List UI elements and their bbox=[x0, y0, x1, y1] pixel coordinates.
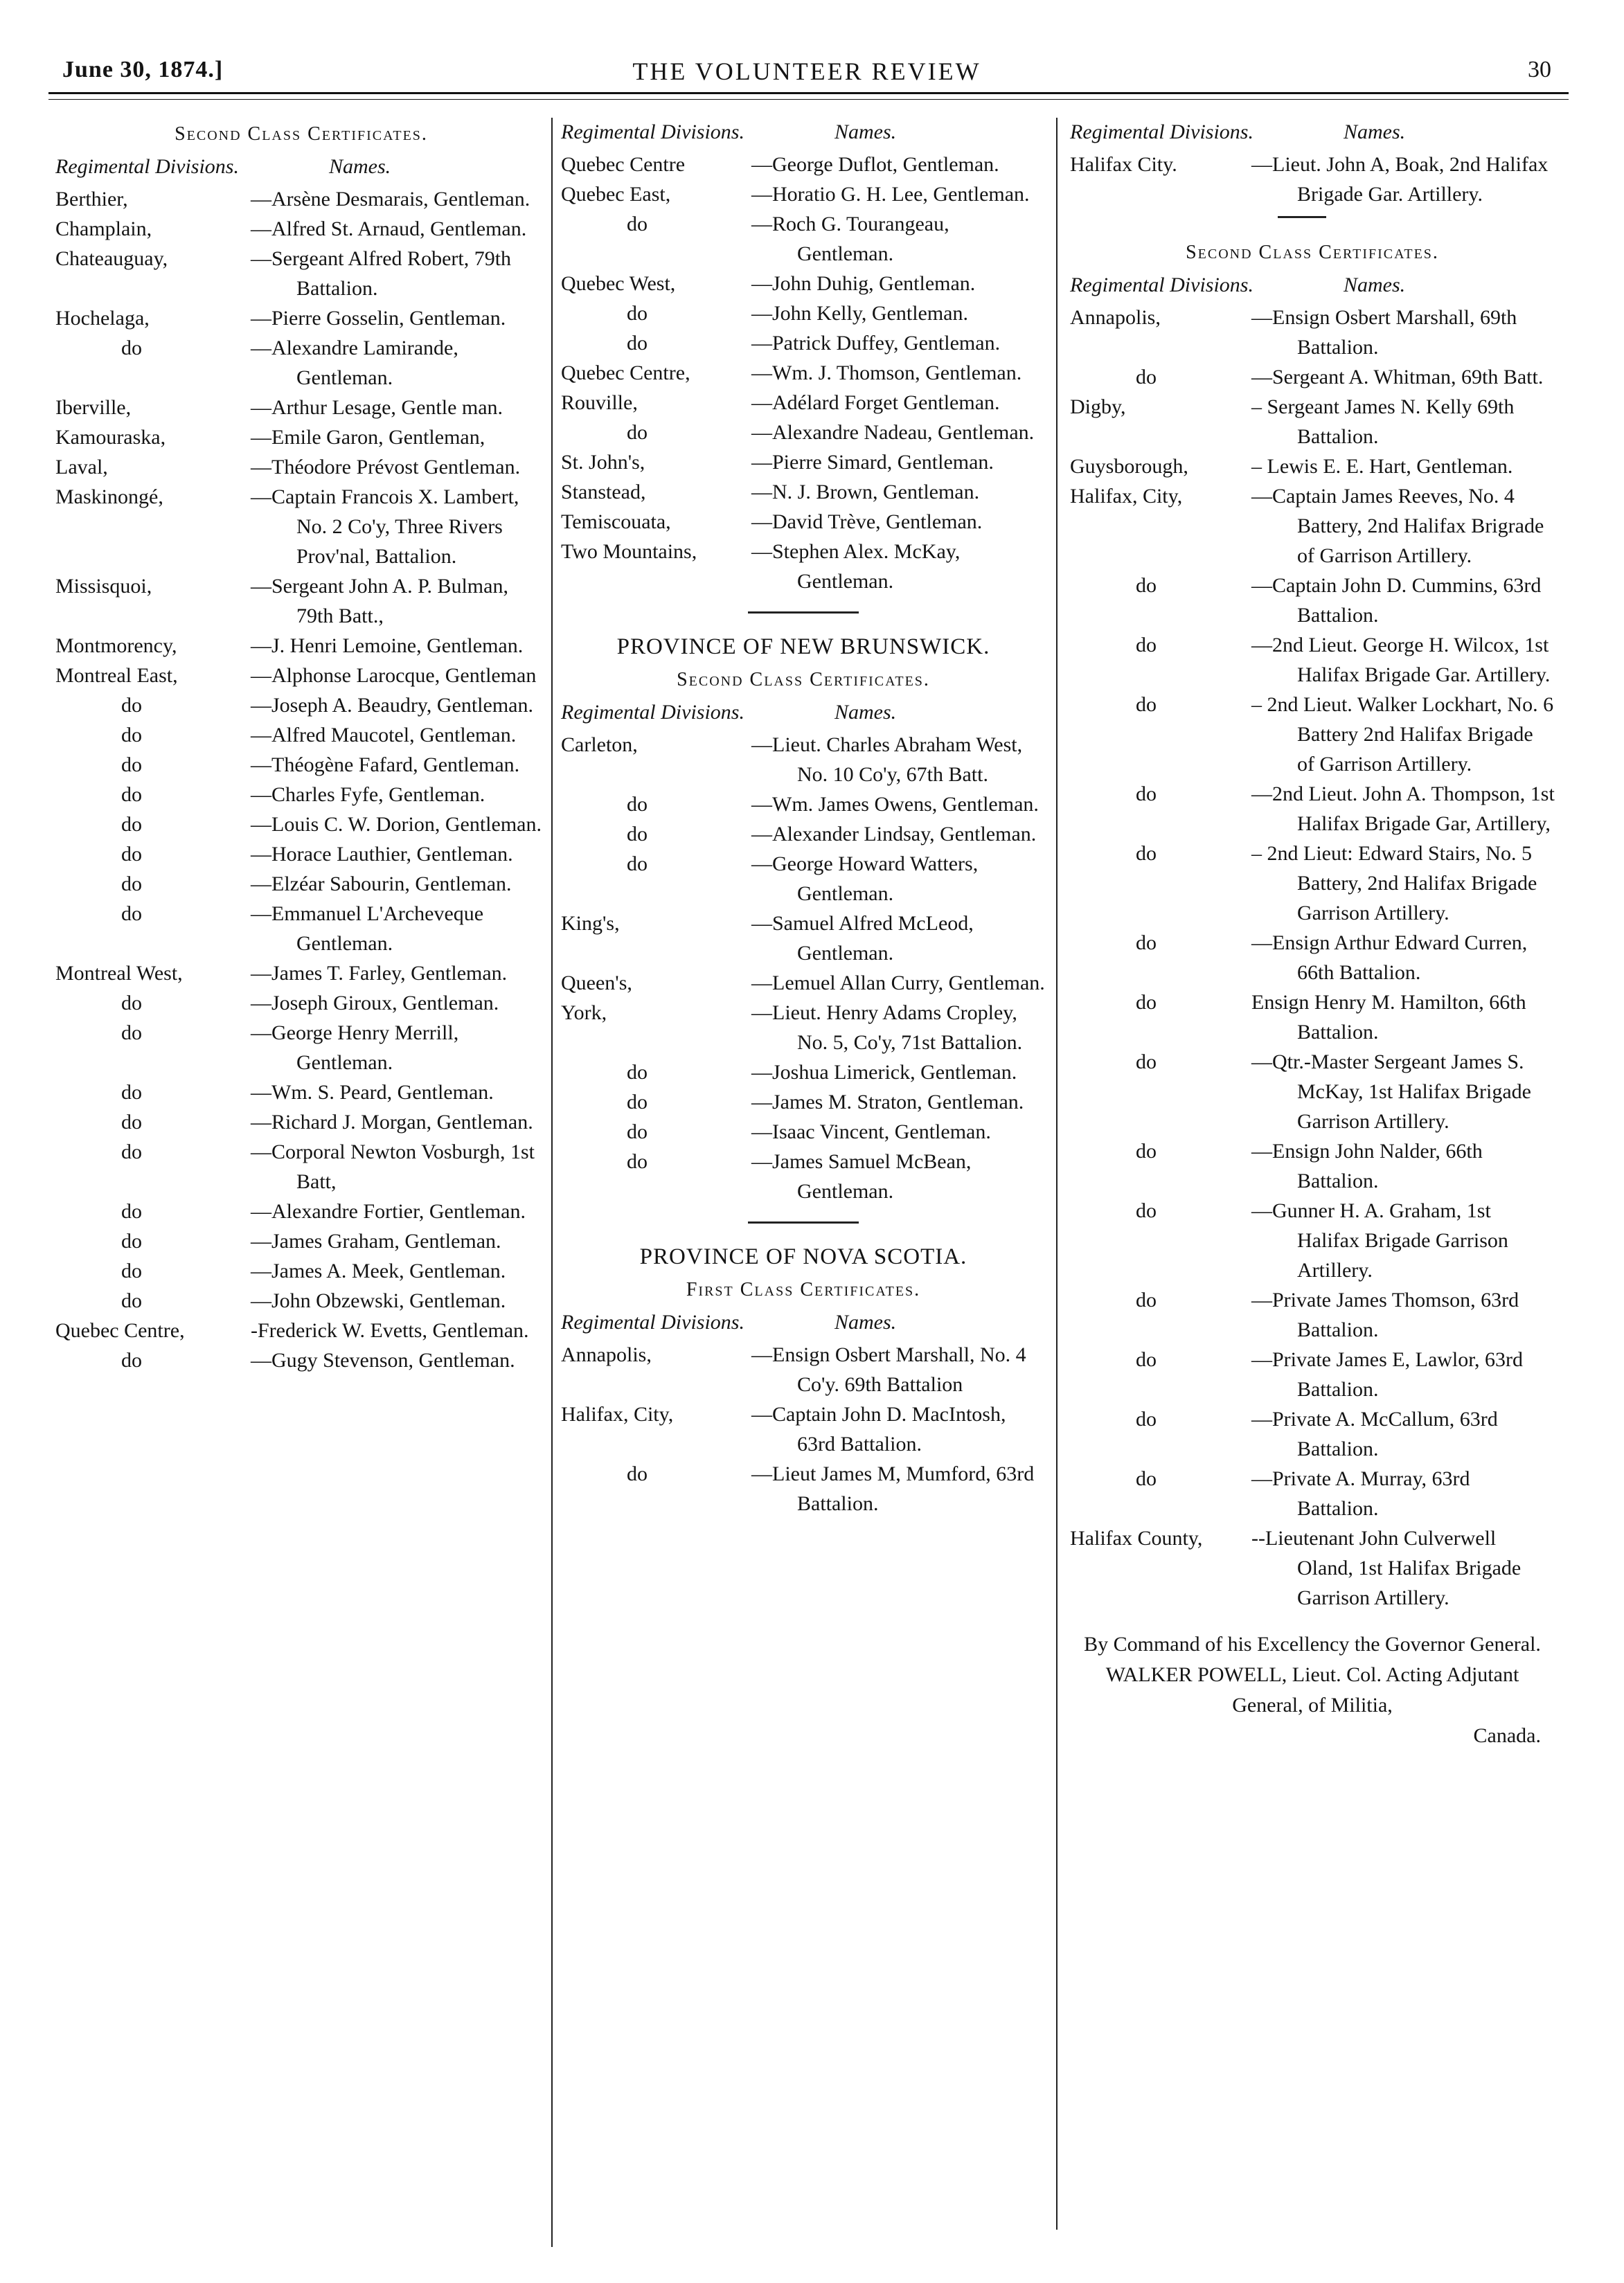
closing-place: Canada. bbox=[1473, 1724, 1541, 1747]
province-heading: PROVINCE OF NOVA SCOTIA. bbox=[639, 1244, 967, 1269]
recipient-name: —N. J. Brown, Gentleman. bbox=[751, 481, 980, 503]
recipient-name: —Pierre Gosselin, Gentleman. bbox=[251, 307, 506, 330]
recipient-name: —Gugy Stevenson, Gentleman. bbox=[251, 1349, 515, 1372]
regimental-division: Halifax County, bbox=[1070, 1527, 1203, 1550]
regimental-division: Halifax, City, bbox=[1070, 485, 1183, 508]
section-rule bbox=[1278, 216, 1326, 218]
list-item bbox=[55, 333, 547, 393]
list-item bbox=[1070, 150, 1555, 209]
recipient-name: —James Graham, Gentleman. bbox=[251, 1230, 501, 1253]
list-item bbox=[55, 184, 547, 214]
list-item bbox=[1070, 571, 1555, 630]
list-item bbox=[561, 150, 1046, 179]
recipient-name: —James T. Farley, Gentleman. bbox=[251, 962, 508, 985]
recipient-name: —John Duhig, Gentleman. bbox=[751, 272, 976, 295]
regimental-division: Stanstead, bbox=[561, 481, 646, 503]
recipient-name: —Emile Garon, Gentleman, bbox=[251, 426, 485, 449]
regimental-division: Digby, bbox=[1070, 395, 1126, 418]
regimental-division: do bbox=[627, 1150, 648, 1173]
regimental-division: do bbox=[121, 1200, 142, 1223]
recipient-name: —Alexandre Lamirande, Gentleman. bbox=[251, 337, 458, 389]
list-item bbox=[55, 244, 547, 303]
recipient-name: —Private A. McCallum, 63rd Battalion. bbox=[1251, 1408, 1498, 1460]
closing-command: By Command of his Excellency the Governor General. bbox=[1084, 1633, 1541, 1656]
section-subtitle: Second Class Certificates. bbox=[677, 669, 930, 690]
list-item bbox=[1070, 481, 1555, 571]
list-item bbox=[55, 750, 547, 780]
recipient-name: —John Obzewski, Gentleman. bbox=[251, 1289, 506, 1312]
regimental-division: Guysborough, bbox=[1070, 455, 1188, 478]
regimental-division: Quebec East, bbox=[561, 183, 671, 206]
regimental-division: do bbox=[627, 332, 648, 355]
list-item bbox=[55, 809, 547, 839]
section-rule bbox=[748, 1221, 859, 1224]
list-item bbox=[1070, 1136, 1555, 1196]
recipient-name: —Joseph Giroux, Gentleman. bbox=[251, 992, 499, 1014]
regimental-division: Halifax, City, bbox=[561, 1403, 674, 1426]
recipient-name: —Pierre Simard, Gentleman. bbox=[751, 451, 994, 474]
list-item bbox=[1070, 1047, 1555, 1136]
regimental-division: Temiscouata, bbox=[561, 510, 671, 533]
list-item bbox=[1070, 1464, 1555, 1523]
list-item bbox=[55, 1345, 547, 1375]
regimental-division: Carleton, bbox=[561, 733, 638, 756]
regimental-division: Quebec Centre bbox=[561, 153, 686, 176]
province-heading: PROVINCE OF NEW BRUNSWICK. bbox=[616, 634, 990, 659]
regimental-division: do bbox=[1136, 693, 1157, 716]
list-item bbox=[1070, 451, 1555, 481]
column-heading bbox=[561, 698, 1046, 727]
list-item bbox=[561, 358, 1046, 388]
regimental-division: Halifax City. bbox=[1070, 153, 1177, 176]
list-item bbox=[561, 730, 1046, 789]
regimental-division: do bbox=[121, 724, 142, 746]
entry-list bbox=[1070, 150, 1555, 209]
regimental-division: do bbox=[1136, 1467, 1157, 1490]
heading-divisions: Regimental Divisions. bbox=[561, 701, 744, 724]
recipient-name: —James A. Meek, Gentleman. bbox=[251, 1260, 506, 1282]
regimental-division: do bbox=[1136, 1199, 1157, 1222]
recipient-name: —Charles Fyfe, Gentleman. bbox=[251, 783, 485, 806]
entry-list bbox=[1070, 303, 1555, 1613]
regimental-division: Queen's, bbox=[561, 972, 632, 994]
entry-list bbox=[561, 730, 1046, 1206]
recipient-name: —George Duflot, Gentleman. bbox=[751, 153, 999, 176]
list-item bbox=[561, 1459, 1046, 1519]
recipient-name: – 2nd Lieut. Walker Lockhart, No. 6 Battery 2nd Halifax Brigade of Garrison Artillery. bbox=[1251, 693, 1554, 776]
column-heading bbox=[1070, 271, 1555, 300]
page-number: 30 bbox=[1528, 57, 1551, 82]
recipient-name: —Ensign Osbert Marshall, No. 4 Co'y. 69th Battalion bbox=[751, 1343, 1026, 1396]
list-item bbox=[55, 839, 547, 869]
entry-list bbox=[561, 150, 1046, 596]
closing-signatory: WALKER POWELL, Lieut. Col. Acting Adjutant General, of Militia, bbox=[1105, 1663, 1519, 1717]
list-item bbox=[55, 958, 547, 988]
regimental-division: Montreal West, bbox=[55, 962, 183, 985]
list-item bbox=[1070, 779, 1555, 839]
list-item bbox=[55, 1226, 547, 1256]
list-item bbox=[55, 780, 547, 809]
list-item bbox=[561, 269, 1046, 298]
list-item bbox=[55, 571, 547, 631]
list-item bbox=[561, 1057, 1046, 1087]
recipient-name: —Private James Thomson, 63rd Battalion. bbox=[1251, 1289, 1519, 1341]
recipient-name: —Alexandre Nadeau, Gentleman. bbox=[751, 421, 1035, 444]
list-item bbox=[561, 819, 1046, 849]
regimental-division: do bbox=[121, 1081, 142, 1104]
regimental-division: do bbox=[627, 1061, 648, 1084]
recipient-name: —Lieut. Henry Adams Cropley, No. 5, Co'y, 71st Battalion. bbox=[751, 1001, 1023, 1054]
recipient-name: —Stephen Alex. McKay, Gentleman. bbox=[751, 540, 961, 593]
recipient-name: —Wm. James Owens, Gentleman. bbox=[751, 793, 1039, 816]
heading-divisions: Regimental Divisions. bbox=[561, 1311, 744, 1334]
regimental-division: do bbox=[1136, 782, 1157, 805]
regimental-division: do bbox=[1136, 991, 1157, 1014]
recipient-name: – Lewis E. E. Hart, Gentleman. bbox=[1251, 455, 1513, 478]
list-item bbox=[1070, 987, 1555, 1047]
list-item bbox=[561, 1147, 1046, 1206]
list-item bbox=[55, 631, 547, 661]
column-two bbox=[561, 118, 1046, 1519]
regimental-division: Annapolis, bbox=[1070, 306, 1161, 329]
regimental-division: Iberville, bbox=[55, 396, 132, 419]
recipient-name: – Sergeant James N. Kelly 69th Battalion. bbox=[1251, 395, 1515, 448]
recipient-name: —Emmanuel L'Archeveque Gentleman. bbox=[251, 902, 484, 955]
regimental-division: do bbox=[121, 992, 142, 1014]
list-item bbox=[55, 214, 547, 244]
recipient-name: —Ensign John Nalder, 66th Battalion. bbox=[1251, 1140, 1483, 1192]
heading-names: Names. bbox=[1344, 274, 1406, 296]
section-subtitle: Second Class Certificates. bbox=[175, 123, 428, 145]
list-item bbox=[55, 482, 547, 571]
heading-divisions: Regimental Divisions. bbox=[561, 120, 744, 143]
regimental-division: do bbox=[1136, 634, 1157, 656]
regimental-division: do bbox=[1136, 1050, 1157, 1073]
list-item bbox=[1070, 1345, 1555, 1404]
list-item bbox=[561, 1087, 1046, 1117]
list-item bbox=[55, 1018, 547, 1077]
recipient-name: —Arthur Lesage, Gentle man. bbox=[251, 396, 503, 419]
recipient-name: —Elzéar Sabourin, Gentleman. bbox=[251, 872, 512, 895]
regimental-division: do bbox=[627, 823, 648, 845]
regimental-division: do bbox=[1136, 842, 1157, 865]
recipient-name: -Frederick W. Evetts, Gentleman. bbox=[251, 1319, 529, 1342]
recipient-name: —Samuel Alfred McLeod, Gentleman. bbox=[751, 912, 974, 965]
list-item bbox=[561, 388, 1046, 418]
regimental-division: do bbox=[121, 813, 142, 836]
column-heading bbox=[55, 152, 547, 181]
regimental-division: do bbox=[121, 1230, 142, 1253]
column-divider bbox=[1056, 118, 1058, 2230]
regimental-division: do bbox=[1136, 574, 1157, 597]
heading-names: Names. bbox=[835, 701, 897, 724]
list-item bbox=[1070, 1404, 1555, 1464]
list-item bbox=[1070, 362, 1555, 392]
list-item bbox=[55, 720, 547, 750]
recipient-name: —John Kelly, Gentleman. bbox=[751, 302, 968, 325]
regimental-division: do bbox=[627, 1120, 648, 1143]
recipient-name: —Alexander Lindsay, Gentleman. bbox=[751, 823, 1037, 845]
regimental-division: do bbox=[1136, 1289, 1157, 1311]
recipient-name: —J. Henri Lemoine, Gentleman. bbox=[251, 634, 524, 657]
column-divider bbox=[551, 118, 553, 2247]
entry-list bbox=[561, 1340, 1046, 1519]
recipient-name: —Captain John D. MacIntosh, 63rd Battalion. bbox=[751, 1403, 1006, 1456]
list-item bbox=[1070, 1196, 1555, 1285]
recipient-name: —Alfred St. Arnaud, Gentleman. bbox=[251, 217, 527, 240]
list-item bbox=[55, 1286, 547, 1316]
regimental-division: Two Mountains, bbox=[561, 540, 697, 563]
recipient-name: —Alexandre Fortier, Gentleman. bbox=[251, 1200, 526, 1223]
regimental-division: do bbox=[1136, 366, 1157, 388]
regimental-division: do bbox=[121, 783, 142, 806]
regimental-division: do bbox=[121, 1140, 142, 1163]
list-item bbox=[1070, 839, 1555, 928]
regimental-division: Montmorency, bbox=[55, 634, 177, 657]
list-item bbox=[55, 1197, 547, 1226]
list-item bbox=[55, 661, 547, 690]
heading-names: Names. bbox=[329, 155, 391, 178]
list-item bbox=[561, 1399, 1046, 1459]
regimental-division: do bbox=[627, 793, 648, 816]
regimental-division: do bbox=[1136, 931, 1157, 954]
list-item bbox=[1070, 392, 1555, 451]
list-item bbox=[1070, 690, 1555, 779]
regimental-division: do bbox=[121, 1349, 142, 1372]
regimental-division: Annapolis, bbox=[561, 1343, 652, 1366]
recipient-name: —Sergeant John A. P. Bulman, 79th Batt., bbox=[251, 575, 508, 627]
recipient-name: —Private A. Murray, 63rd Battalion. bbox=[1251, 1467, 1470, 1520]
header-rule-thin bbox=[48, 99, 1569, 100]
list-item bbox=[55, 1316, 547, 1345]
recipient-name: —Sergeant A. Whitman, 69th Batt. bbox=[1251, 366, 1544, 388]
recipient-name: —Captain Francois X. Lambert, No. 2 Co'y, Three Rivers Prov'nal, Battalion. bbox=[251, 485, 519, 568]
recipient-name: —George Howard Watters, Gentleman. bbox=[751, 852, 979, 905]
recipient-name: —James M. Straton, Gentleman. bbox=[751, 1091, 1024, 1113]
column-heading bbox=[1070, 118, 1555, 147]
recipient-name: —Patrick Duffey, Gentleman. bbox=[751, 332, 1001, 355]
recipient-name: —Louis C. W. Dorion, Gentleman. bbox=[251, 813, 542, 836]
recipient-name: Ensign Henry M. Hamilton, 66th Battalion. bbox=[1251, 991, 1526, 1044]
regimental-division: do bbox=[121, 1260, 142, 1282]
recipient-name: —Joshua Limerick, Gentleman. bbox=[751, 1061, 1017, 1084]
recipient-name: —Joseph A. Beaudry, Gentleman. bbox=[251, 694, 533, 717]
recipient-name: —Lieut. John A, Boak, 2nd Halifax Brigade Gar. Artillery. bbox=[1251, 153, 1549, 206]
heading-names: Names. bbox=[835, 120, 897, 143]
regimental-division: do bbox=[627, 421, 648, 444]
recipient-name: —Ensign Osbert Marshall, 69th Battalion. bbox=[1251, 306, 1517, 359]
regimental-division: Quebec Centre, bbox=[55, 1319, 185, 1342]
list-item bbox=[55, 1107, 547, 1137]
recipient-name: —2nd Lieut. John A. Thompson, 1st Halifax Brigade Gar, Artillery, bbox=[1251, 782, 1555, 835]
recipient-name: —Lemuel Allan Curry, Gentleman. bbox=[751, 972, 1045, 994]
recipient-name: —Horatio G. H. Lee, Gentleman. bbox=[751, 183, 1030, 206]
regimental-division: do bbox=[627, 1462, 648, 1485]
recipient-name: —Alphonse Larocque, Gentleman bbox=[251, 664, 537, 687]
recipient-name: —Wm. J. Thomson, Gentleman. bbox=[751, 361, 1022, 384]
regimental-division: do bbox=[1136, 1408, 1157, 1431]
recipient-name: —James Samuel McBean, Gentleman. bbox=[751, 1150, 972, 1203]
regimental-division: Kamouraska, bbox=[55, 426, 166, 449]
recipient-name: --Lieutenant John Culverwell Oland, 1st Halifax Brigade Garrison Artillery. bbox=[1251, 1527, 1522, 1609]
regimental-division: do bbox=[121, 694, 142, 717]
recipient-name: —Horace Lauthier, Gentleman. bbox=[251, 843, 513, 866]
regimental-division: do bbox=[121, 753, 142, 776]
list-item bbox=[55, 690, 547, 720]
list-item bbox=[561, 789, 1046, 819]
list-item bbox=[55, 1256, 547, 1286]
list-item bbox=[1070, 1523, 1555, 1613]
regimental-division: do bbox=[121, 1289, 142, 1312]
regimental-division: do bbox=[627, 1091, 648, 1113]
recipient-name: —Roch G. Tourangeau, Gentleman. bbox=[751, 213, 949, 265]
regimental-division: Hochelaga, bbox=[55, 307, 150, 330]
list-item bbox=[1070, 630, 1555, 690]
heading-divisions: Regimental Divisions. bbox=[1070, 120, 1253, 143]
regimental-division: Quebec Centre, bbox=[561, 361, 690, 384]
recipient-name: —Adélard Forget Gentleman. bbox=[751, 391, 1000, 414]
column-three bbox=[1070, 118, 1555, 1751]
regimental-division: do bbox=[1136, 1348, 1157, 1371]
header-rule bbox=[48, 92, 1569, 94]
recipient-name: —Théodore Prévost Gentleman. bbox=[251, 456, 521, 478]
list-item bbox=[561, 1117, 1046, 1147]
regimental-division: Missisquoi, bbox=[55, 575, 152, 598]
recipient-name: —David Trève, Gentleman. bbox=[751, 510, 983, 533]
list-item bbox=[1070, 1285, 1555, 1345]
list-item bbox=[561, 908, 1046, 968]
list-item bbox=[1070, 928, 1555, 987]
recipient-name: —Théogène Fafard, Gentleman. bbox=[251, 753, 520, 776]
recipient-name: —Gunner H. A. Graham, 1st Halifax Brigade Garrison Artillery. bbox=[1251, 1199, 1508, 1282]
list-item bbox=[55, 1137, 547, 1197]
section-subtitle: First Class Certificates. bbox=[686, 1279, 921, 1300]
list-item bbox=[55, 452, 547, 482]
recipient-name: —Sergeant Alfred Robert, 79th Battalion. bbox=[251, 247, 512, 300]
list-item bbox=[55, 988, 547, 1018]
list-item bbox=[561, 298, 1046, 328]
regimental-division: Champlain, bbox=[55, 217, 152, 240]
list-item bbox=[561, 968, 1046, 998]
regimental-division: do bbox=[1136, 1140, 1157, 1163]
regimental-division: do bbox=[121, 1021, 142, 1044]
regimental-division: Maskinongé, bbox=[55, 485, 163, 508]
closing-block bbox=[1070, 1629, 1555, 1751]
entry-list bbox=[55, 184, 547, 1375]
regimental-division: Rouville, bbox=[561, 391, 638, 414]
regimental-division: Berthier, bbox=[55, 188, 128, 211]
list-item bbox=[55, 869, 547, 899]
regimental-division: do bbox=[121, 872, 142, 895]
recipient-name: —Arsène Desmarais, Gentleman. bbox=[251, 188, 530, 211]
regimental-division: Laval, bbox=[55, 456, 108, 478]
regimental-division: Quebec West, bbox=[561, 272, 676, 295]
recipient-name: —Alfred Maucotel, Gentleman. bbox=[251, 724, 517, 746]
page-header bbox=[62, 54, 1551, 102]
regimental-division: St. John's, bbox=[561, 451, 645, 474]
recipient-name: —Corporal Newton Vosburgh, 1st Batt, bbox=[251, 1140, 535, 1193]
recipient-name: —Captain John D. Cummins, 63rd Battalion. bbox=[1251, 574, 1542, 627]
list-item bbox=[55, 422, 547, 452]
recipient-name: —Richard J. Morgan, Gentleman. bbox=[251, 1111, 533, 1134]
list-item bbox=[561, 418, 1046, 447]
list-item bbox=[561, 209, 1046, 269]
list-item bbox=[561, 328, 1046, 358]
list-item bbox=[561, 998, 1046, 1057]
list-item bbox=[561, 849, 1046, 908]
list-item bbox=[55, 1077, 547, 1107]
regimental-division: do bbox=[121, 337, 142, 359]
regimental-division: Chateauguay, bbox=[55, 247, 168, 270]
list-item bbox=[55, 393, 547, 422]
regimental-division: do bbox=[121, 902, 142, 925]
section-subtitle: Second Class Certificates. bbox=[1186, 242, 1439, 263]
recipient-name: —Wm. S. Peard, Gentleman. bbox=[251, 1081, 494, 1104]
column-one bbox=[55, 118, 547, 1375]
regimental-division: do bbox=[627, 852, 648, 875]
recipient-name: —Lieut James M, Mumford, 63rd Battalion. bbox=[751, 1462, 1035, 1515]
list-item bbox=[55, 899, 547, 958]
list-item bbox=[561, 507, 1046, 537]
recipient-name: —2nd Lieut. George H. Wilcox, 1st Halifax Brigade Gar. Artillery. bbox=[1251, 634, 1551, 686]
list-item bbox=[561, 477, 1046, 507]
column-heading bbox=[561, 1308, 1046, 1337]
list-item bbox=[561, 447, 1046, 477]
heading-divisions: Regimental Divisions. bbox=[55, 155, 239, 178]
recipient-name: – 2nd Lieut: Edward Stairs, No. 5 Battery, 2nd Halifax Brigade Garrison Artillery. bbox=[1251, 842, 1537, 924]
regimental-division: do bbox=[627, 213, 648, 235]
list-item bbox=[1070, 303, 1555, 362]
regimental-division: do bbox=[121, 1111, 142, 1134]
heading-divisions: Regimental Divisions. bbox=[1070, 274, 1253, 296]
issue-date: June 30, 1874.] bbox=[62, 57, 224, 82]
regimental-division: do bbox=[627, 302, 648, 325]
heading-names: Names. bbox=[835, 1311, 897, 1334]
regimental-division: Montreal East, bbox=[55, 664, 178, 687]
column-heading bbox=[561, 118, 1046, 147]
publication-title: THE VOLUNTEER REVIEW bbox=[632, 57, 981, 85]
list-item bbox=[561, 1340, 1046, 1399]
recipient-name: —Ensign Arthur Edward Curren, 66th Battalion. bbox=[1251, 931, 1528, 984]
list-item bbox=[561, 537, 1046, 596]
regimental-division: King's, bbox=[561, 912, 620, 935]
section-rule bbox=[748, 611, 859, 614]
list-item bbox=[561, 179, 1046, 209]
regimental-division: York, bbox=[561, 1001, 607, 1024]
regimental-division: do bbox=[121, 843, 142, 866]
recipient-name: —George Henry Merrill, Gentleman. bbox=[251, 1021, 459, 1074]
heading-names: Names. bbox=[1344, 120, 1406, 143]
recipient-name: —Lieut. Charles Abraham West, No. 10 Co'y, 67th Batt. bbox=[751, 733, 1023, 786]
recipient-name: —Qtr.-Master Sergeant James S. McKay, 1st Halifax Brigade Garrison Artillery. bbox=[1251, 1050, 1531, 1133]
recipient-name: —Isaac Vincent, Gentleman. bbox=[751, 1120, 991, 1143]
recipient-name: —Captain James Reeves, No. 4 Battery, 2nd Halifax Brigrade of Garrison Artillery. bbox=[1251, 485, 1544, 567]
recipient-name: —Private James E, Lawlor, 63rd Battalion. bbox=[1251, 1348, 1524, 1401]
list-item bbox=[55, 303, 547, 333]
